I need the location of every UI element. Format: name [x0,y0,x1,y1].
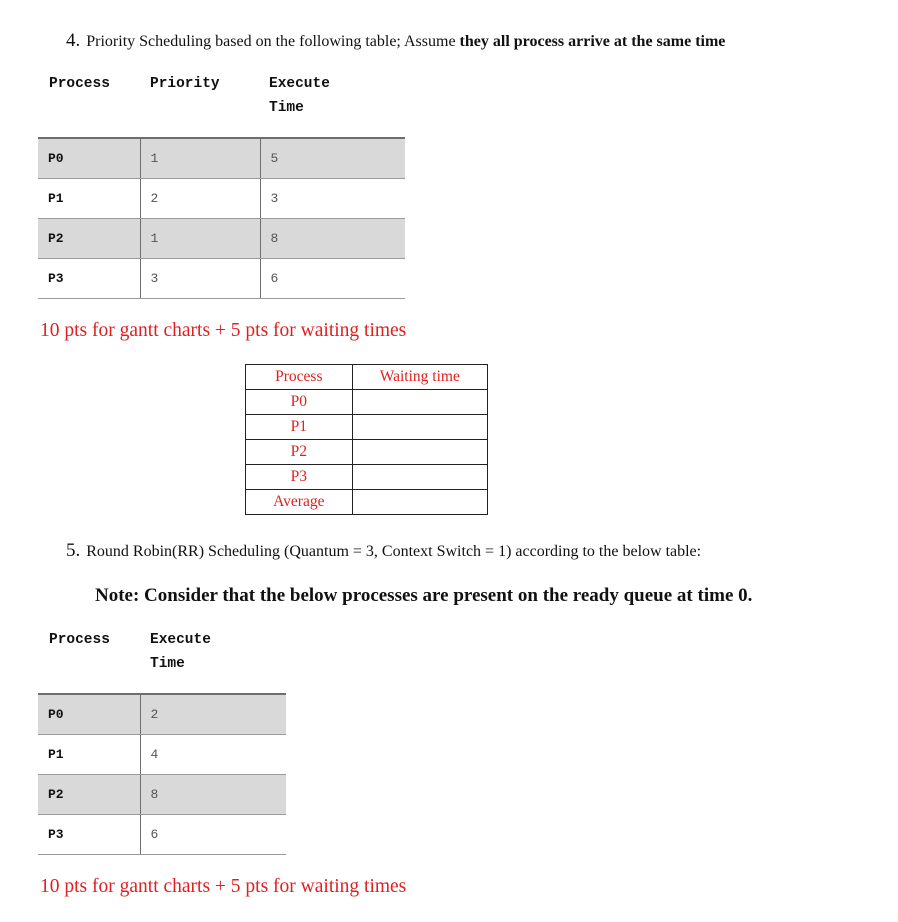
q4-number: 4. [66,30,81,51]
process-cell: P0 [246,390,353,415]
process-cell: P2 [38,219,140,259]
q4-heading [66,30,725,52]
waiting-time-cell[interactable] [352,465,487,490]
time-cell: 3 [260,179,405,219]
q5-header-execute-label: Execute [150,632,211,648]
header-waiting-time: Waiting time [352,365,487,390]
time-cell: 5 [260,138,405,179]
average-value-cell[interactable] [352,490,487,515]
time-cell: 4 [140,735,286,775]
process-cell: P2 [38,775,140,815]
waiting-time-cell[interactable] [352,440,487,465]
process-cell: P3 [38,259,140,299]
q4-header-priority: Priority [150,76,220,92]
priority-cell: 2 [140,179,260,219]
table-row [38,735,286,775]
table-row [246,365,488,390]
table-row [38,775,286,815]
q5-points-note: 10 pts for gantt charts + 5 pts for waiting times [40,876,407,897]
q4-text: Priority Scheduling based on the following table; Assume [86,33,456,50]
priority-cell: 3 [140,259,260,299]
table-row [38,219,405,259]
process-cell: P1 [246,415,353,440]
time-cell: 2 [140,694,286,735]
waiting-time-cell[interactable] [352,415,487,440]
time-cell: 8 [260,219,405,259]
table-row [38,138,405,179]
waiting-time-table [245,364,488,515]
q5-process-table [38,693,286,855]
time-cell: 6 [140,815,286,855]
priority-cell: 1 [140,138,260,179]
process-cell: P0 [38,138,140,179]
process-cell: P2 [246,440,353,465]
q4-header-execute-label: Execute [269,76,330,92]
q5-text: Round Robin(RR) Scheduling (Quantum = 3, Context Switch = 1) according to the below table: [86,543,702,560]
q5-heading [66,540,701,562]
table-row [246,490,488,515]
q5-header-execute [150,628,211,676]
process-cell: P3 [38,815,140,855]
q4-header-time-label: Time [269,100,304,116]
q4-header-process: Process [49,76,110,92]
q5-header-process: Process [49,632,110,648]
time-cell: 8 [140,775,286,815]
process-cell: P1 [38,179,140,219]
table-row [246,440,488,465]
time-cell: 6 [260,259,405,299]
q5-number: 5. [66,540,81,561]
table-row [246,415,488,440]
q5-note: Note: Consider that the below processes are present on the ready queue at time 0. [95,585,753,606]
header-process: Process [246,365,353,390]
table-row [38,815,286,855]
priority-cell: 1 [140,219,260,259]
average-label-cell: Average [246,490,353,515]
q4-header-execute [269,72,330,120]
q4-points-note: 10 pts for gantt charts + 5 pts for waiting times [40,320,407,341]
table-row [38,179,405,219]
process-cell: P3 [246,465,353,490]
table-row [246,465,488,490]
process-cell: P0 [38,694,140,735]
table-row [38,259,405,299]
waiting-time-cell[interactable] [352,390,487,415]
table-row [246,390,488,415]
process-cell: P1 [38,735,140,775]
q4-text-bold: they all process arrive at the same time [459,33,726,50]
q4-process-table [38,137,405,299]
q5-header-time-label: Time [150,656,185,672]
table-row [38,694,286,735]
